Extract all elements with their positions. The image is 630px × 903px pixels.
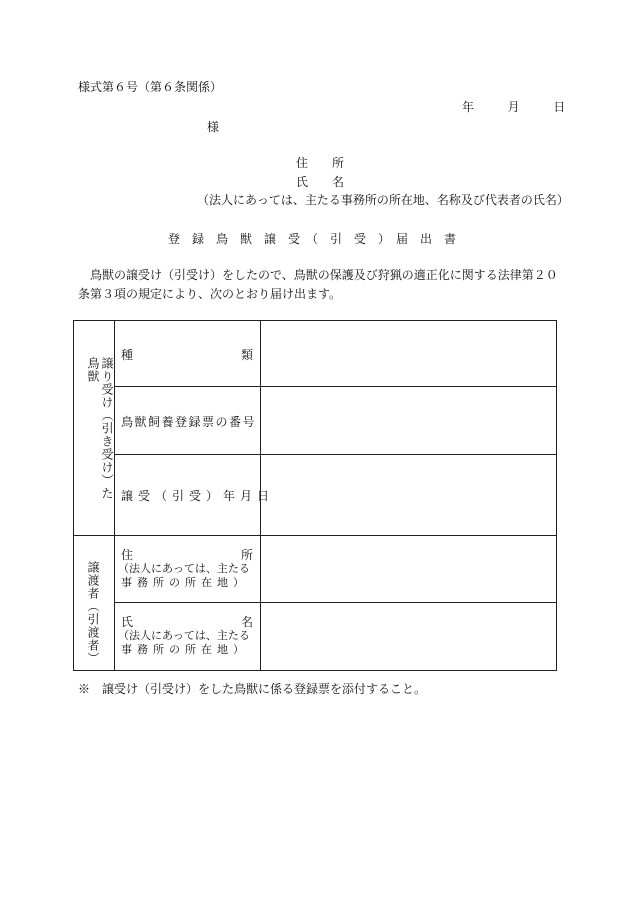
field-transferor-name-value[interactable] bbox=[261, 603, 556, 670]
form-number: 様式第６号（第６条関係） bbox=[78, 80, 223, 94]
field-transfer-date-label: 譲受（引受）年月日 bbox=[121, 489, 275, 503]
section-transferred-animal-label: 譲り受け（引き受け）た鳥獣 bbox=[86, 357, 114, 500]
applicant-address-label: 住 所 bbox=[296, 156, 345, 170]
field-registration-number-value[interactable] bbox=[261, 387, 556, 454]
applicant-name-label: 氏 名 bbox=[296, 175, 345, 189]
field-transferor-address-value[interactable] bbox=[261, 536, 556, 602]
field-transferor-address-label: 住 所 （法人にあっては、主たる 事務所の所在地） bbox=[118, 548, 253, 589]
date-line bbox=[462, 100, 565, 114]
field-kind-value[interactable] bbox=[261, 321, 556, 386]
document-title: 登 録 鳥 獣 譲 受 （ 引 受 ） 届 出 書 bbox=[168, 232, 457, 246]
field-transferor-name-label: 氏 名 （法人にあっては、主たる 事務所の所在地） bbox=[118, 615, 253, 656]
applicant-corp-note: （法人にあっては、主たる事務所の所在地、名称及び代表者の氏名） bbox=[197, 193, 569, 207]
addressee-suffix: 様 bbox=[207, 120, 220, 134]
date-day: 日 bbox=[553, 100, 566, 114]
field-transfer-date-value[interactable] bbox=[261, 455, 556, 535]
field-kind-label: 種 類 bbox=[121, 348, 253, 362]
form-table bbox=[73, 320, 557, 671]
date-year: 年 bbox=[462, 100, 475, 114]
footnote: ※ 譲受け（引受け）をした鳥獣に係る登録票を添付すること。 bbox=[78, 682, 427, 696]
body-text: 鳥獣の譲受け（引受け）をしたので、鳥獣の保護及び狩猟の適正化に関する法律第２０条第３項の規定により、次のとおり届け出ます。 bbox=[78, 268, 558, 301]
section-transferor-label: 譲渡者（引渡者） bbox=[86, 561, 100, 665]
date-month: 月 bbox=[507, 100, 520, 114]
field-registration-number-label: 鳥獣飼養登録票の番号 bbox=[121, 415, 257, 429]
